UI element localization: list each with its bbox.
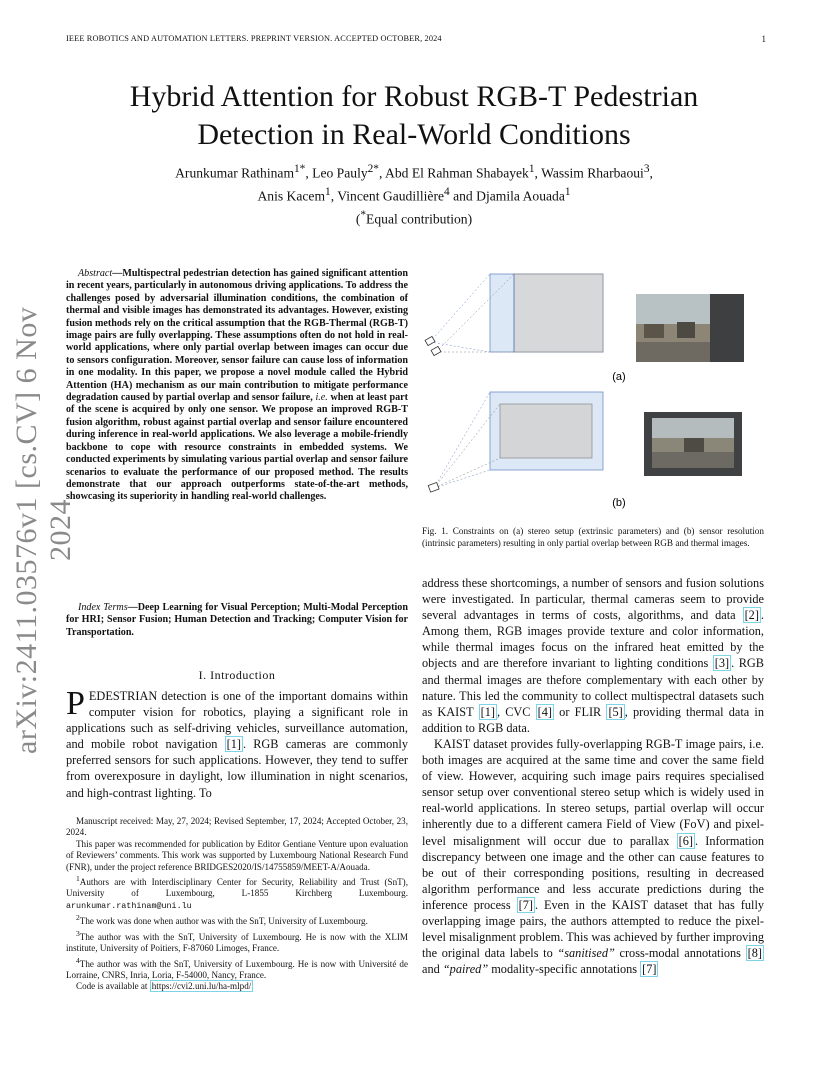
right-column-body bbox=[422, 575, 764, 977]
author-affiliation: 1 bbox=[325, 186, 331, 199]
author-name: Abd El Rahman Shabayek bbox=[385, 165, 529, 181]
author-affiliation: 1 bbox=[564, 186, 571, 199]
author-name: Leo Pauly bbox=[312, 165, 368, 181]
title-line-2: Detection in Real-World Conditions bbox=[197, 118, 631, 151]
footnote: $^1$Authors are with Interdisciplinary Center for Security, Reliability and Trust (SnT), University of Luxembourg, L-1855 Kirchberg Luxembourg. arunkumar.rathinam@uni.lu bbox=[66, 874, 408, 911]
footnote: $^3$The author was with the SnT, University of Luxembourg. He is now with the XLIM institute, University of Poitiers, F-87060 Limoges, France. bbox=[66, 928, 408, 954]
abstract-label: Abstract bbox=[78, 268, 113, 279]
author-email: arunkumar.rathinam@uni.lu bbox=[66, 900, 192, 911]
figure-label-b: (b) bbox=[612, 497, 626, 509]
footnote: $^2$The work was done when author was with the SnT, University of Luxembourg. bbox=[76, 913, 368, 927]
author-name: Djamila Aouada bbox=[476, 188, 565, 204]
citation-link[interactable]: [8] bbox=[747, 946, 762, 961]
equal-contribution-note: (*Equal contribution) bbox=[355, 209, 473, 227]
author-list: Arunkumar Rathinam$^{1*}$, Leo Pauly$^{2*}$, Abd El Rahman Shabayek$^1$, Wassim Rharbaoui$^3$, Anis Kacem$^1$, Vincent Gaudillière$^4$ and Djamila Aouada$^1$ (*Equal contribution) bbox=[0, 160, 828, 229]
citation-link[interactable]: [6] bbox=[678, 833, 693, 848]
author-name: Arunkumar Rathinam bbox=[175, 165, 295, 181]
intro-paragraph: PEDESTRIAN detection is one of the important domains within computer vision for robotics, playing a significant role in applications such as self-driving vehicles, surveillance automation, and mobile robot navigation [1] . RGB cameras are commonly preferred sensors for such applications. However, they tend to suffer from overexposure in daylight, low illumination in night scenarios, and high-contrast lighting. To bbox=[66, 685, 408, 800]
partial-overlap-photo-a bbox=[636, 294, 744, 362]
author-affiliation: 3 bbox=[643, 163, 650, 175]
paper-title bbox=[0, 78, 828, 154]
author-name: Anis Kacem bbox=[257, 188, 326, 204]
figure-label-a: (a) bbox=[612, 371, 626, 383]
citation-link[interactable]: [1] bbox=[226, 737, 241, 752]
body-paragraph: KAIST dataset provides fully-overlapping RGB-T image pairs, i.e. both images are acquired at the same time and cover the same field of view. However, acquiring such image pairs requires specialised sensor setup over conventional stereo setup which is widely used in real-world applications. In stereo setups, partial overlap will occur inherently due to a different camera Field of View (FoV) and pixel-level misalignment will occur due to parallax [6] . Information discrepancy between one image and the other can cause features to be out of their corresponding positions, resulting in decreased algorithm performance and less accurate predictions during the inference process [7] . Even in the KAIST dataset that has fully overlapping image pairs, the authors attempted to reduce the pixel-level misalignment problem. This was achieved by further improving the original data labels to “sanitised” cross-modal annotations [8] and “paired” modality-specific annotations [7] bbox=[422, 736, 765, 977]
citation-link[interactable]: [4] bbox=[537, 704, 552, 719]
footnotes bbox=[66, 816, 408, 993]
running-header: IEEE ROBOTICS AND AUTOMATION LETTERS. PREPRINT VERSION. ACCEPTED OCTOBER, 2024 bbox=[66, 34, 442, 43]
index-terms: Index Terms—Deep Learning for Visual Perception; Multi-Modal Perception for HRI; Sensor Fusion; Human Detection and Tracking; Computer Vision for Transportation. bbox=[66, 602, 408, 638]
author-affiliation: 1* bbox=[294, 163, 306, 175]
citation-link[interactable]: [2] bbox=[744, 608, 759, 623]
drop-cap: P bbox=[66, 685, 85, 722]
footnote: This paper was recommended for publication by Editor Gentiane Venture upon evaluation of Reviewers’ comments. This work was supported by Luxembourg National Research Fund (FNR), under the project reference BRIDGES2020/IS/14755859/MEET-A/Aouada. bbox=[66, 838, 408, 872]
footnote: Code is available at https://cvi2.uni.lu/ha-mlpd/ bbox=[76, 981, 252, 992]
index-terms-label: Index Terms bbox=[78, 602, 128, 613]
resolution-diagram bbox=[428, 392, 603, 492]
citation-link[interactable]: [7] bbox=[518, 897, 533, 912]
page-number: 1 bbox=[761, 34, 766, 44]
author-affiliation: 2* bbox=[367, 163, 379, 175]
code-link[interactable]: https://cvi2.uni.lu/ha-mlpd/ bbox=[151, 981, 252, 992]
figure-caption: Fig. 1. Constraints on (a) stereo setup (extrinsic parameters) and (b) sensor resolution (intrinsic parameters) resulting in only partial overlap between RGB and thermal images. bbox=[422, 526, 764, 548]
camera-icon bbox=[431, 346, 441, 355]
author-affiliation: 4 bbox=[444, 186, 450, 199]
abstract: Abstract—Multispectral pedestrian detection has gained significant attention in recent years, particularly in autonomous driving applications. To address the challenges posed by adversarial illumination conditions, the combination of thermal and visible images has demonstrated its advantages. However, existing fusion methods rely on the critical assumption that the RGB-Thermal (RGB-T) image pairs are fully overlapping. These assumptions often do not hold in real-world applications, where only partial overlap between images can occur due to sensors configuration. Moreover, sensor failure can cause loss of information in one modality. In this paper, we propose a novel module called the Hybrid Attention (HA) mechanism as our main contribution to mitigate performance degradation caused by partial overlap and sensor failure, i.e. when at least part of the scene is acquired by only one sensor. We propose an improved RGB-T fusion algorithm, robust against partial overlap and sensor failure encountered during inference in real-world applications. We also leverage a mobile-friendly backbone to cope with resource constraints in embedded systems. We conducted experiments by simulating various partial overlap and sensor failure scenarios to evaluate the performance of our proposed method. The results demonstrate that our approach outperforms state-of-the-art methods, showcasing its superiority in handling real-world challenges. bbox=[66, 268, 408, 503]
author-affiliation: 1 bbox=[528, 163, 535, 175]
stereo-setup-diagram bbox=[425, 274, 603, 356]
citation-link[interactable]: [7] bbox=[642, 962, 657, 977]
partial-overlap-photo-b bbox=[644, 412, 742, 476]
citation-link[interactable]: [3] bbox=[714, 656, 730, 671]
camera-icon bbox=[428, 482, 439, 492]
figure-1 bbox=[422, 266, 764, 522]
author-name: Wassim Rharbaoui bbox=[541, 165, 644, 181]
footnote: $^4$The author was with the SnT, University of Luxembourg. He is now with Université de Lorraine, CNRS, Inria, Loria, F-54000, Nancy, France. bbox=[66, 955, 408, 980]
title-line-1: Hybrid Attention for Robust RGB-T Pedestrian bbox=[129, 80, 699, 113]
section-heading: I. Introduction bbox=[198, 668, 276, 682]
citation-link[interactable]: [5] bbox=[608, 704, 623, 719]
footnote: Manuscript received: May, 27, 2024; Revised September, 17, 2024; Accepted October, 23, 2024. bbox=[66, 816, 408, 838]
body-paragraph: address these shortcomings, a number of sensors and fusion solutions were investigated. In particular, thermal cameras seem to provide several advantages in terms of costs, algorithms, and data [2] . Among them, RGB images provide texture and color information, while thermal images focus on the infrared heat emitted by the objects and are therefore invariant to lighting conditions [3] . RGB and thermal images are thefore complementary with each other by nature. This led the community to collect multispectral datasets such as KAIST [1] , CVC [4] or FLIR [5] , providing thermal data in addition to RGB data. bbox=[422, 576, 765, 735]
arxiv-stamp: arXiv:2411.03576v1 [cs.CV] 6 Nov 2024 bbox=[10, 306, 77, 754]
citation-link[interactable]: [1] bbox=[480, 704, 495, 719]
author-name: Vincent Gaudillière bbox=[337, 188, 445, 204]
